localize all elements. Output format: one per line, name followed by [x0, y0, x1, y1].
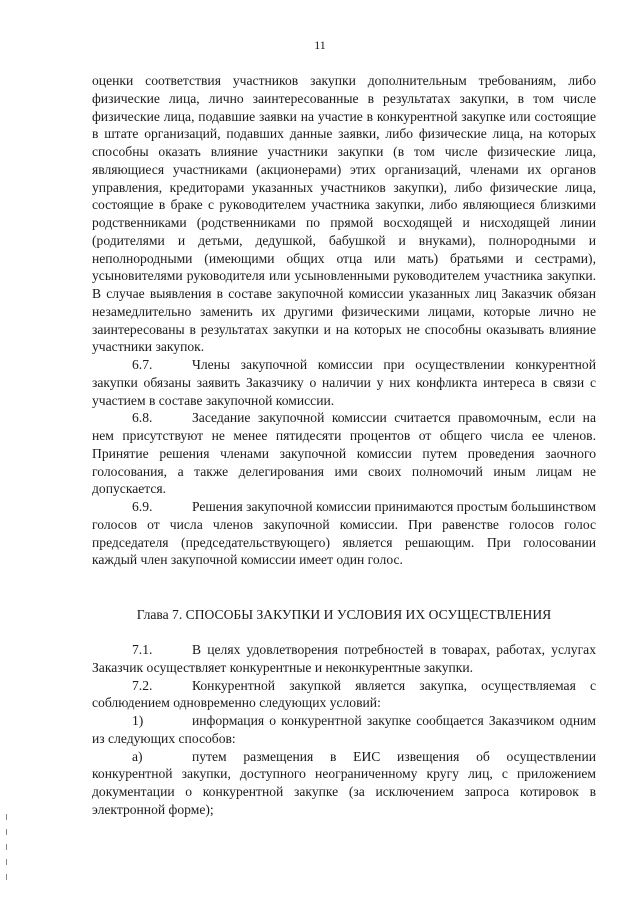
subclause-a — [92, 748, 596, 819]
clause-7-2 — [92, 677, 596, 713]
chapter-heading: Глава 7. СПОСОБЫ ЗАКУПКИ И УСЛОВИЯ ИХ ОСУЩЕСТВЛЕНИЯ — [136, 607, 552, 622]
chapter-7-body — [92, 641, 596, 819]
clause-text: путем размещения в ЕИС извещения об осуществлении конкурентной закупки, доступного неограниченному кругу лиц, с приложением документации о конкурентной закупке (за исключением запроса котировок в электронной форме); — [92, 748, 596, 817]
clause-number: 1) — [132, 713, 144, 728]
scan-mark — [6, 874, 7, 880]
scan-mark — [6, 814, 7, 820]
clause-6-7 — [92, 356, 596, 409]
document-body — [92, 72, 596, 569]
clause-7-1 — [92, 641, 596, 677]
clause-number: 7.2. — [132, 677, 153, 693]
clause-text: информация о конкурентной закупке сообщается Заказчиком одним из следующих способов: — [92, 713, 596, 746]
scan-mark — [6, 859, 7, 865]
scan-edge-marks — [6, 814, 8, 889]
clause-text: В целях удовлетворения потребностей в товарах, работах, услугах Заказчик осуществляет конкурентные и неконкурентные закупки. — [92, 642, 596, 675]
page-number: 11 — [314, 38, 326, 52]
clause-number: 6.9. — [132, 499, 153, 514]
clause-number: 7.1. — [132, 642, 153, 657]
clause-number: 6.7. — [132, 357, 153, 372]
clause-text: Члены закупочной комиссии при осуществлении конкурентной закупки обязаны заявить Заказчику о наличии у них конфликта интереса в связи с участием в составе закупочной комиссии. — [92, 357, 596, 408]
clause-6-8 — [92, 409, 596, 498]
clause-text: Заседание закупочной комиссии считается правомочным, если на нем присутствуют не менее пятидесяти процентов от общего числа ее членов. Принятие решения членами закупочной комиссии путем проведения заочного голосования, а также делегирования ими своих полномочий иным лицам не допускается. — [92, 410, 596, 497]
clause-text: Решения закупочной комиссии принимаются простым большинством голосов от числа членов закупочной комиссии. При равенстве голосов голос председателя (председательствующего) является решающим. При голосовании каждый член закупочной комиссии имеет один голос. — [92, 499, 596, 568]
paragraph-continuation: оценки соответствия участников закупки дополнительным требованиям, либо физические лица, лично заинтересованные в результатах закупки, в том числе физические лица, подавшие заявки на участие в конкурентной закупке или состоящие в штате организаций, подавших данные заявки, либо физические лица, на которых способны оказать влияние участники закупки (в том числе физические лица, являющиеся участниками (акционерами) этих организаций, членами их органов управления, кредиторами указанных участников закупки), либо физические лица, состоящие в браке с руководителем участника закупки, либо являющиеся близкими родственниками (родственниками по прямой восходящей и нисходящей линии (родителями и детьми, дедушкой, бабушкой и внуками), полнородными и неполнородными (имеющими общих отца или мать) братьями и сестрами), усыновителями руководителя или усыновленными руководителем участника закупки. В случае выявления в составе закупочной комиссии указанных лиц Заказчик обязан незамедлительно заменить их другими физическими лицами, которые лично не заинтересованы в результатах закупки и на которых не способны оказывать влияние участники закупок. — [92, 73, 596, 355]
clause-text: Конкурентной закупкой является закупка, осуществляемая с соблюдением одновременно следующих условий: — [92, 677, 596, 711]
scan-mark — [6, 829, 7, 835]
clause-number: 6.8. — [132, 410, 153, 426]
subclause-1 — [92, 712, 596, 748]
scan-mark — [6, 844, 7, 850]
clause-6-9 — [92, 498, 596, 569]
clause-number: а) — [132, 748, 143, 764]
